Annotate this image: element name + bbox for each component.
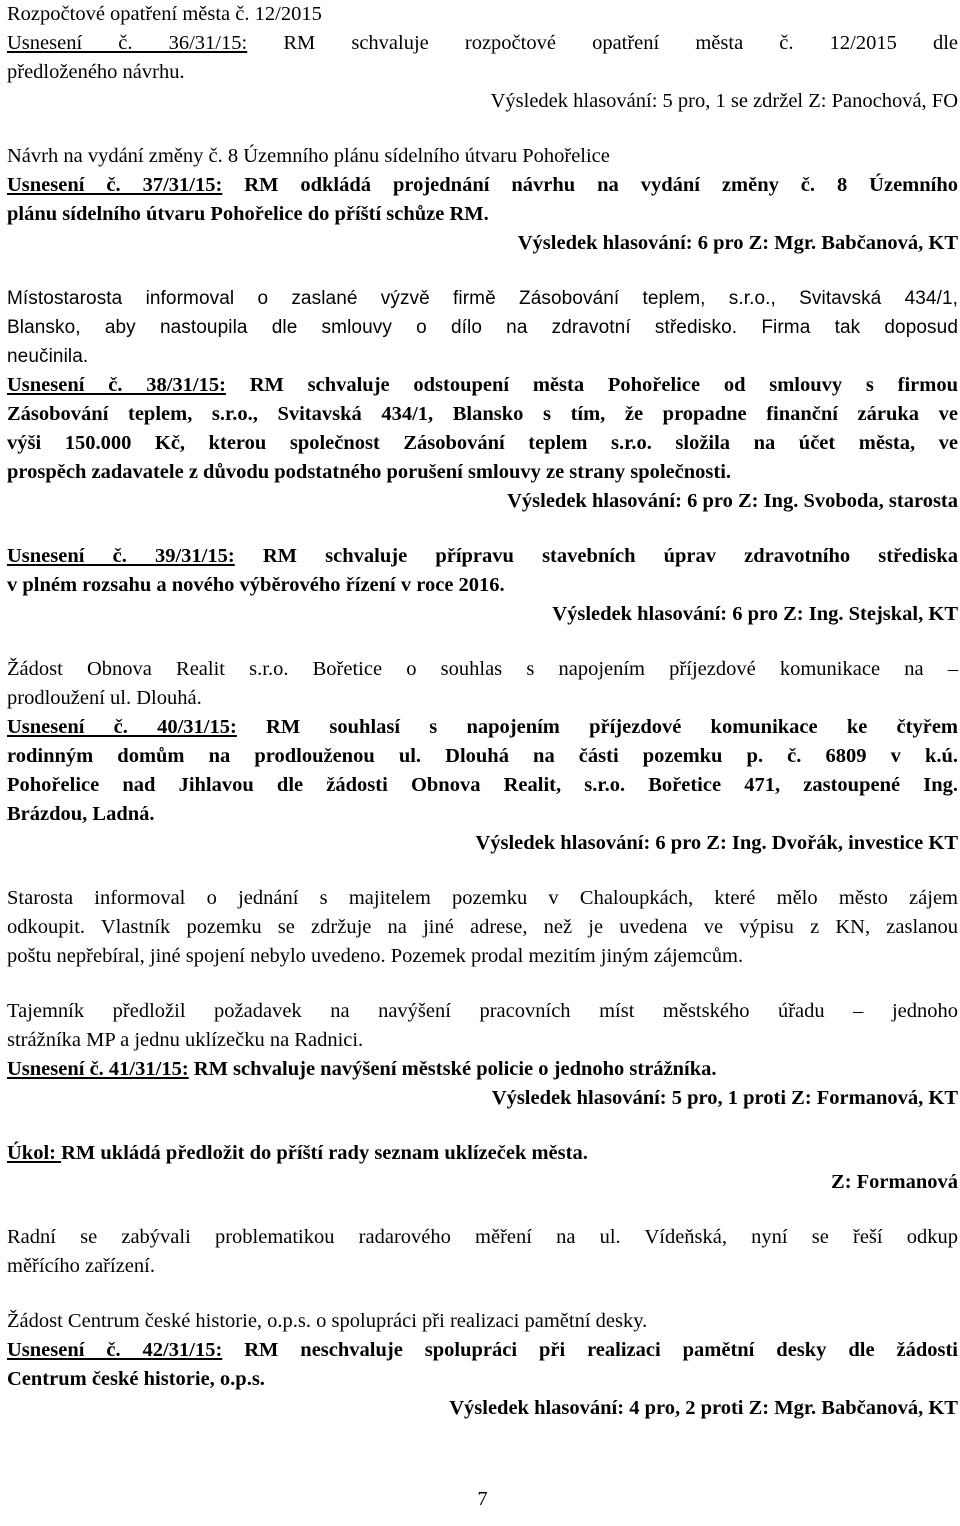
resolution-38-cont-3: prospěch zadavatele z důvodu podstatného porušení smlouvy ze strany společnosti. (7, 461, 732, 483)
task-responsible: Z: Formanová (831, 1171, 958, 1193)
task-label: Úkol: (7, 1142, 62, 1164)
info-radar-1: Radní se zabývali problematikou radarového měření na ul. Vídeňská, nyní se řeší odkup (7, 1226, 958, 1248)
info-heating-3: neučinila. (7, 346, 89, 367)
resolution-42 (7, 1336, 958, 1365)
section-heading-zoning: Návrh na vydání změny č. 8 Územního plánu sídelního útvaru Pohořelice (7, 145, 610, 167)
resolution-36-label: Usnesení č. 36/31/15: (7, 32, 248, 54)
resolution-42-label: Usnesení č. 42/31/15: (7, 1339, 223, 1361)
vote-result-40: Výsledek hlasování: 6 pro Z: Ing. Dvořák, investice KT (475, 832, 958, 854)
resolution-37 (7, 171, 958, 200)
resolution-36-text: RM schvaluje rozpočtové opatření města č. 12/2015 dle (247, 32, 958, 54)
request-centrum-historie: Žádost Centrum české historie, o.p.s. o spolupráci při realizaci pamětní desky. (7, 1310, 648, 1332)
resolution-37-label: Usnesení č. 37/31/15: (7, 174, 223, 196)
request-obnova-realit-2: prodloužení ul. Dlouhá. (7, 687, 202, 709)
resolution-40-cont-3: Brázdou, Ladná. (7, 803, 155, 825)
info-staffing-2: strážníka MP a jednu uklízečku na Radnici. (7, 1029, 364, 1051)
info-radar-2: měřícího zařízení. (7, 1255, 155, 1277)
info-chaloupky-3: poštu nepřebíral, jiné spojení nebylo uvedeno. Pozemek prodal mezitím jiným zájemcům. (7, 945, 744, 967)
info-chaloupky-1: Starosta informoval o jednání s majitelem pozemku v Chaloupkách, které mělo město zájem (7, 887, 958, 909)
resolution-38-cont-2: výši 150.000 Kč, kterou společnost Zásobování teplem s.r.o. složila na účet města, ve (7, 432, 958, 454)
resolution-41-text: RM schvaluje navýšení městské policie o jednoho strážníka. (188, 1058, 717, 1080)
resolution-40 (7, 713, 958, 742)
resolution-41-label: Usnesení č. 41/31/15: (7, 1058, 189, 1080)
info-heating-1: Místostarosta informoval o zaslané výzvě firmě Zásobování teplem, s.r.o., Svitavská 434/1, (7, 288, 958, 309)
vote-result-36: Výsledek hlasování: 5 pro, 1 se zdržel Z: Panochová, FO (490, 90, 958, 112)
resolution-39-label: Usnesení č. 39/31/15: (7, 545, 235, 567)
vote-result-39: Výsledek hlasování: 6 pro Z: Ing. Stejskal, KT (552, 603, 958, 625)
resolution-40-label: Usnesení č. 40/31/15: (7, 716, 237, 738)
resolution-41 (7, 1055, 958, 1084)
resolution-39 (7, 542, 958, 571)
resolution-37-text: RM odkládá projednání návrhu na vydání změny č. 8 Územního (222, 174, 959, 196)
resolution-38 (7, 371, 958, 400)
page-number: 7 (477, 1488, 488, 1510)
resolution-40-cont-1: rodinným domům na prodlouženou ul. Dlouhá na části pozemku p. č. 6809 v k.ú. (7, 745, 958, 767)
resolution-38-label: Usnesení č. 38/31/15: (7, 374, 226, 396)
resolution-38-text: RM schvaluje odstoupení města Pohořelice od smlouvy s firmou (225, 374, 958, 396)
info-heating-2: Blansko, aby nastoupila dle smlouvy o dílo na zdravotní středisko. Firma tak doposud (7, 317, 958, 338)
info-chaloupky-2: odkoupit. Vlastník pozemku se zdržuje na jiné adrese, než je uvedena ve výpisu z KN, zaslanou (7, 916, 958, 938)
section-heading-budget: Rozpočtové opatření města č. 12/2015 (7, 3, 322, 25)
task-text: RM ukládá předložit do příští rady seznam uklízeček města. (61, 1142, 588, 1164)
vote-result-41: Výsledek hlasování: 5 pro, 1 proti Z: Formanová, KT (491, 1087, 958, 1109)
resolution-40-text: RM souhlasí s napojením příjezdové komunikace ke čtyřem (236, 716, 958, 738)
resolution-38-cont-1: Zásobování teplem, s.r.o., Svitavská 434/1, Blansko s tím, že propadne finanční záruka ve (7, 403, 958, 425)
vote-result-37: Výsledek hlasování: 6 pro Z: Mgr. Babčanová, KT (517, 232, 958, 254)
resolution-37-cont: plánu sídelního útvaru Pohořelice do příští schůze RM. (7, 203, 489, 225)
resolution-40-cont-2: Pohořelice nad Jihlavou dle žádosti Obnova Realit, s.r.o. Bořetice 471, zastoupené Ing. (7, 774, 958, 796)
resolution-39-cont: v plném rozsahu a nového výběrového řízení v roce 2016. (7, 574, 505, 596)
resolution-36-cont: předloženého návrhu. (7, 61, 185, 83)
resolution-36 (7, 29, 958, 58)
vote-result-42: Výsledek hlasování: 4 pro, 2 proti Z: Mgr. Babčanová, KT (449, 1397, 958, 1419)
request-obnova-realit-1: Žádost Obnova Realit s.r.o. Bořetice o souhlas s napojením příjezdové komunikace na – (7, 658, 958, 680)
resolution-42-cont: Centrum české historie, o.p.s. (7, 1368, 265, 1390)
vote-result-38: Výsledek hlasování: 6 pro Z: Ing. Svoboda, starosta (507, 490, 958, 512)
resolution-39-text: RM schvaluje přípravu stavebních úprav zdravotního střediska (234, 545, 958, 567)
resolution-42-text: RM neschvaluje spolupráci při realizaci pamětní desky dle žádosti (222, 1339, 958, 1361)
info-staffing-1: Tajemník předložil požadavek na navýšení pracovních míst městského úřadu – jednoho (7, 1000, 958, 1022)
task-line (7, 1139, 958, 1168)
